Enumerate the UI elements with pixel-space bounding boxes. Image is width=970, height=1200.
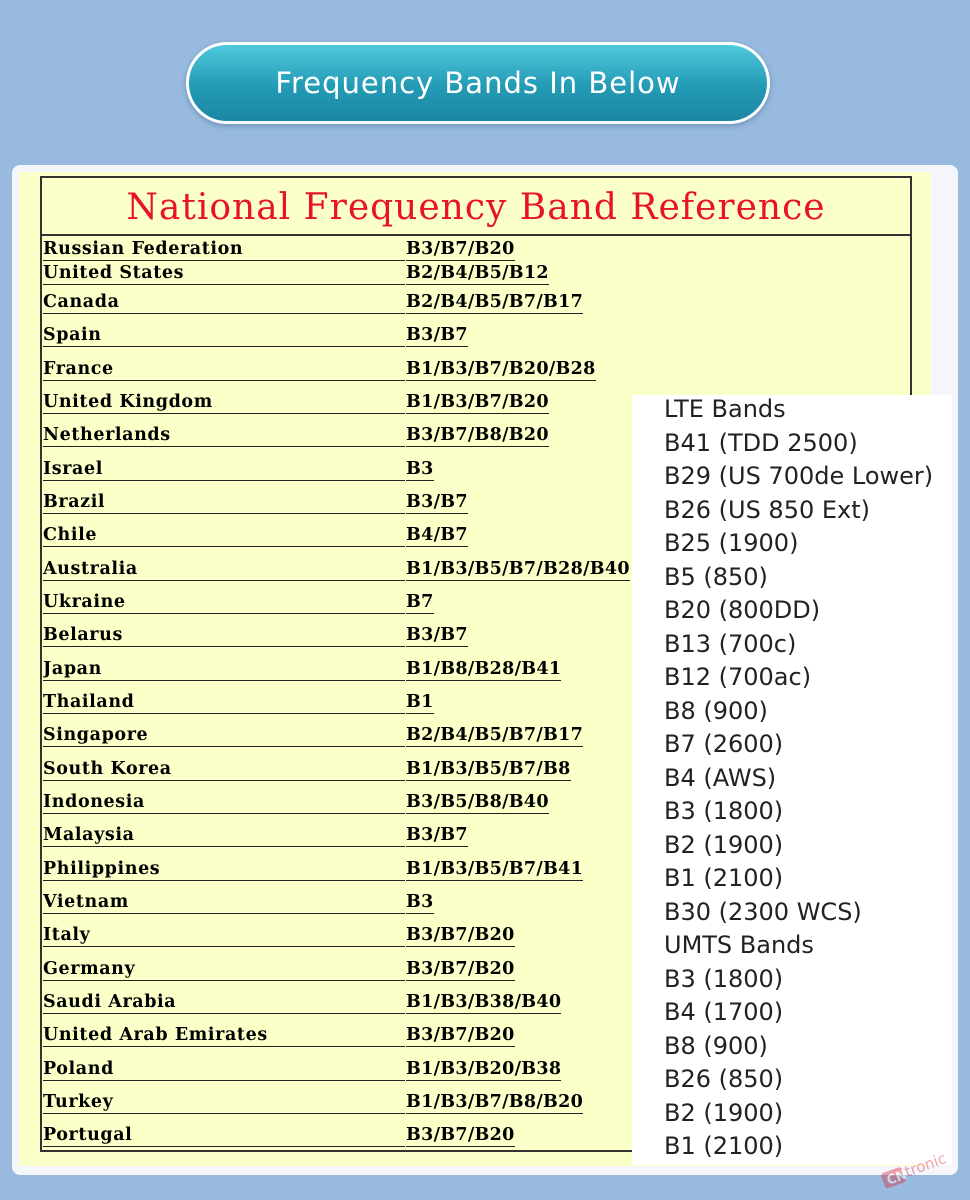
country-bands: B1/B3/B5/B7/B28/B40	[406, 559, 630, 579]
country-name: Brazil	[43, 491, 405, 514]
table-row	[43, 990, 633, 1014]
country-name: Turkey	[43, 1091, 405, 1114]
band-list-item: B20 (800DD)	[664, 596, 821, 624]
country-bands: B2/B4/B5/B7/B17	[406, 725, 584, 745]
country-name: Italy	[43, 924, 405, 947]
table-row	[43, 1057, 633, 1081]
country-name: Portugal	[43, 1124, 405, 1147]
table-row	[43, 723, 633, 747]
table-row	[43, 457, 633, 481]
band-list-item: B2 (1900)	[664, 1098, 784, 1127]
table-title: National Frequency Band Reference	[40, 178, 912, 236]
table-row	[43, 623, 633, 647]
country-bands: B1/B3/B38/B40	[406, 992, 562, 1012]
table-row	[43, 923, 633, 947]
country-name: Vietnam	[43, 891, 405, 914]
band-list-item: B26 (US 850 Ext)	[664, 495, 871, 524]
country-bands: B2/B4/B5/B12	[406, 263, 549, 283]
country-bands: B7	[406, 592, 434, 612]
country-bands: B4/B7	[406, 525, 468, 545]
country-name: Ukraine	[43, 591, 405, 614]
svg-text:CN: CN	[884, 1167, 910, 1189]
country-name: United Kingdom	[43, 391, 405, 414]
table-row	[43, 423, 633, 447]
brand-watermark-logo	[874, 1138, 966, 1194]
table-row	[43, 823, 633, 847]
table-row	[43, 323, 633, 347]
table-row	[43, 557, 633, 581]
band-list-item: B4 (AWS)	[664, 763, 777, 792]
country-bands: B3/B7	[406, 625, 468, 645]
country-bands: B3/B7/B8/B20	[406, 425, 549, 445]
country-bands: B3/B7/B20	[406, 959, 515, 979]
country-bands: B1/B3/B7/B20	[406, 392, 549, 412]
table-row	[43, 690, 633, 714]
band-list-item: B1 (2100)	[664, 1132, 784, 1160]
band-list-item: B30 (2300 WCS)	[664, 897, 862, 926]
table-row	[43, 261, 633, 285]
country-name: France	[43, 358, 405, 381]
country-name: Chile	[43, 524, 405, 547]
banner-title: Frequency Bands In Below	[275, 66, 681, 100]
country-bands: B1	[406, 692, 434, 712]
band-list-item: B5 (850)	[664, 562, 768, 591]
country-bands: B3/B7/B20	[406, 925, 515, 945]
table-row	[43, 1090, 633, 1114]
band-list-item: B8 (900)	[664, 1031, 768, 1060]
country-name: United States	[43, 262, 405, 285]
page-banner	[186, 42, 770, 124]
band-list-item: B7 (2600)	[664, 730, 784, 758]
table-row	[43, 890, 633, 914]
band-list-item: B3 (1800)	[664, 797, 784, 825]
country-bands: B3/B7	[406, 825, 468, 845]
band-list-item: B29 (US 700de Lower)	[664, 462, 934, 490]
table-row	[43, 757, 633, 781]
country-bands: B2/B4/B5/B7/B17	[406, 292, 584, 312]
country-name: Singapore	[43, 724, 405, 747]
table-row	[43, 237, 633, 261]
country-name: Poland	[43, 1058, 405, 1081]
country-bands: B3/B5/B8/B40	[406, 792, 549, 812]
country-bands: B1/B3/B7/B8/B20	[406, 1092, 584, 1112]
table-row	[43, 590, 633, 614]
table-row	[43, 357, 633, 381]
country-name: Japan	[43, 658, 405, 681]
table-row	[43, 657, 633, 681]
band-list-item: B2 (1900)	[664, 830, 784, 859]
country-name: Belarus	[43, 624, 405, 647]
table-row	[43, 523, 633, 547]
svg-text:tronic: tronic	[902, 1149, 949, 1181]
country-bands: B1/B3/B5/B7/B41	[406, 859, 584, 879]
country-name: Australia	[43, 558, 405, 581]
band-list-item: B25 (1900)	[664, 529, 799, 557]
country-name: Germany	[43, 958, 405, 981]
country-bands: B3/B7/B20	[406, 1025, 515, 1045]
band-list-item: B13 (700c)	[664, 629, 797, 658]
country-name: Canada	[43, 291, 405, 314]
country-bands: B3/B7/B20	[406, 239, 515, 259]
table-row	[43, 290, 633, 314]
country-bands: B1/B8/B28/B41	[406, 659, 562, 679]
country-bands: B3/B7	[406, 492, 468, 512]
band-list-item: B26 (850)	[664, 1065, 784, 1093]
band-list-item: B12 (700ac)	[664, 663, 812, 691]
country-bands: B3/B7/B20	[406, 1125, 515, 1145]
band-list-item: B1 (2100)	[664, 864, 784, 892]
country-name: Philippines	[43, 858, 405, 881]
table-row	[43, 957, 633, 981]
country-name: Israel	[43, 458, 405, 481]
country-bands: B1/B3/B20/B38	[406, 1059, 562, 1079]
country-name: Netherlands	[43, 424, 405, 447]
country-bands: B1/B3/B7/B20/B28	[406, 359, 596, 379]
table-row	[43, 857, 633, 881]
band-list-item: B41 (TDD 2500)	[664, 428, 858, 457]
country-name: Malaysia	[43, 824, 405, 847]
country-bands: B3	[406, 892, 434, 912]
country-name: Spain	[43, 324, 405, 347]
band-list-heading: LTE Bands	[664, 395, 786, 423]
table-row	[43, 790, 633, 814]
country-name: Thailand	[43, 691, 405, 714]
country-bands: B1/B3/B5/B7/B8	[406, 759, 571, 779]
band-list-heading: UMTS Bands	[664, 931, 814, 959]
country-bands: B3/B7	[406, 325, 468, 345]
country-name: United Arab Emirates	[43, 1024, 405, 1047]
band-list-item: B4 (1700)	[664, 998, 784, 1026]
band-list-item: B8 (900)	[664, 696, 768, 725]
country-name: Russian Federation	[43, 238, 405, 261]
table-row	[43, 1123, 633, 1147]
table-row	[43, 490, 633, 514]
table-row	[43, 390, 633, 414]
band-list-item: B3 (1800)	[664, 964, 784, 993]
country-bands: B3	[406, 459, 434, 479]
country-name: Saudi Arabia	[43, 991, 405, 1014]
country-name: South Korea	[43, 758, 405, 781]
country-name: Indonesia	[43, 791, 405, 814]
table-row	[43, 1023, 633, 1047]
